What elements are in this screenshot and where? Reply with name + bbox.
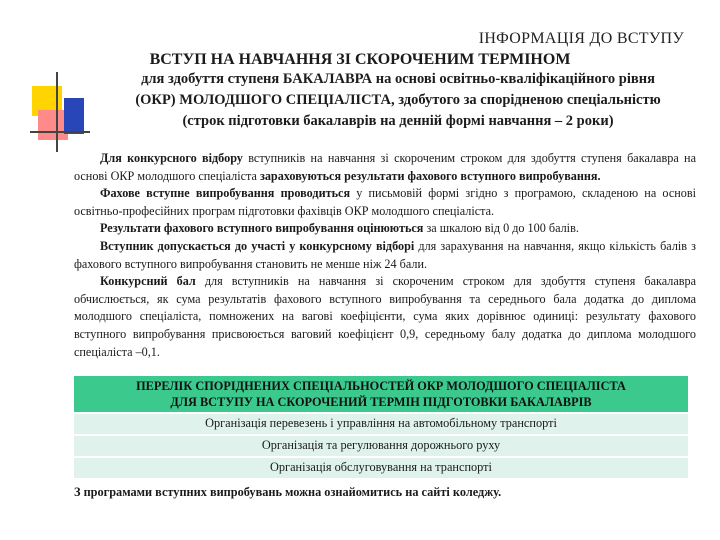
info-label: ІНФОРМАЦІЯ ДО ВСТУПУ — [478, 30, 684, 47]
paragraph-text: за шкалою від 0 до 100 балів. — [423, 221, 579, 236]
paragraph-text: у письмовій формі згідно з програмою, складеною на основі освітньо-професійних програм підготовки фахівців ОКР молодшого спеціаліста. — [74, 186, 696, 218]
subtitle-line-2: (ОКР) МОЛОДШОГО СПЕЦІАЛІСТА, здобутого за спорідненою спеціальністю — [135, 92, 661, 108]
paragraph-bold-lead: Для конкурсного відбору — [100, 151, 243, 165]
paragraph-competitive-selection — [74, 150, 696, 185]
paragraph-competitive-score — [74, 273, 696, 361]
decor-blue-square — [64, 98, 84, 134]
table-row: Організація та регулювання дорожнього руху — [74, 434, 688, 456]
related-specialties-table — [74, 376, 688, 478]
subtitle-line-1: для здобуття ступеня БАКАЛАВРА на основі освітньо-кваліфікаційного рівня — [141, 71, 655, 87]
table-header-line-1: ПЕРЕЛІК СПОРІДНЕНИХ СПЕЦІАЛЬНОСТЕЙ ОКР МОЛОДШОГО СПЕЦІАЛІСТА — [136, 379, 626, 393]
decor-horizontal-line — [30, 131, 90, 133]
paragraph-bold-tail: зараховуються результати фахового вступного випробування. — [259, 168, 601, 183]
subtitle-line-3: (строк підготовки бакалаврів на денній формі навчання – 2 роки) — [182, 113, 614, 129]
paragraph-admission-threshold — [74, 238, 696, 273]
paragraph-bold-lead: Вступник допускається до участі у конкурсному відборі — [100, 238, 415, 253]
footer-note: З програмами вступних випробувань можна ознайомитись на сайті коледжу. — [74, 485, 502, 499]
table-row: Організація обслуговування на транспорті — [74, 456, 688, 478]
page-title: ВСТУП НА НАВЧАННЯ ЗІ СКОРОЧЕНИМ ТЕРМІНОМ — [149, 51, 571, 68]
paragraph-text: вступників на навчання зі скороченим строком для здобуття ступеня бакалавра на основі ОКР молодшого спеціаліста — [74, 151, 696, 183]
paragraph-bold-lead: Конкурсний бал — [100, 274, 196, 289]
page-subtitle — [98, 69, 698, 132]
decor-vertical-line — [56, 72, 58, 152]
paragraph-scoring-scale — [74, 220, 696, 238]
table-header — [74, 376, 688, 412]
paragraph-bold-lead: Результати фахового вступного випробування оцінюються — [100, 221, 424, 236]
table-row: Організація перевезень і управління на автомобільному транспорті — [74, 412, 688, 434]
paragraph-text: для вступників на навчання зі скороченим строком для здобуття ступеня бакалавра обчислюється, як сума результатів фахового вступного випробування та середнього бала додатка до диплома молодшого спеціаліста, помножених на вагові коефіцієнти, сума яких дорівнює одиниці: результату фахового вступного випробування присвоюється ваговий коефіцієнт 0,9, середньому балу додатка до диплома молодшого спеціаліста –0,1. — [74, 274, 696, 359]
table-header-line-2: ДЛЯ ВСТУПУ НА СКОРОЧЕНИЙ ТЕРМІН ПІДГОТОВКИ БАКАЛАВРІВ — [170, 395, 592, 409]
paragraph-exam-format — [74, 185, 696, 220]
admission-info-text — [74, 150, 696, 361]
paragraph-text: для зарахування на навчання, якщо кількість балів з фахового вступного випробування становить не менше ніж 24 бали. — [74, 238, 696, 271]
paragraph-bold-lead: Фахове вступне випробування проводиться — [100, 186, 351, 201]
